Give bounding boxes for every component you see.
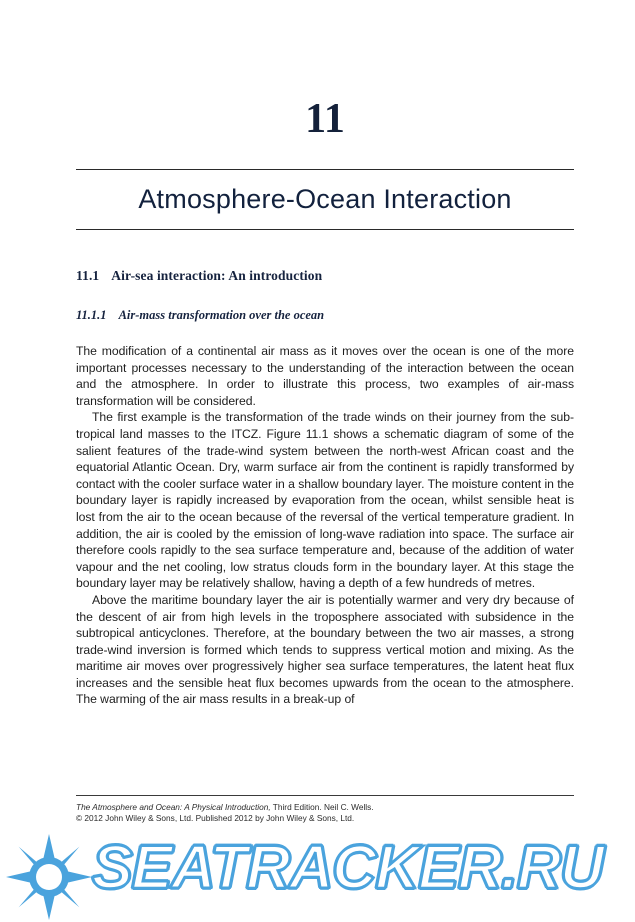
footnote-citation: [76, 802, 574, 813]
subsection-title: Air-mass transformation over the ocean: [118, 308, 325, 322]
subsection-number: 11.1.1: [76, 308, 107, 322]
section-title: Air-sea interaction: An introduction: [111, 268, 323, 283]
subsection-heading: [76, 308, 574, 323]
footnote-book-title: The Atmosphere and Ocean: A Physical Introduction,: [76, 802, 271, 812]
watermark-text: SEATRACKER.RU: [92, 833, 604, 901]
footnote-rule: [76, 795, 574, 796]
chapter-title: Atmosphere-Ocean Interaction: [138, 184, 512, 214]
chapter-number: 11: [305, 96, 345, 142]
paragraph: The first example is the transformation of the trade winds on their journey from the sub-tropical land masses to the ITCZ. Figure 11.1 shows a schematic diagram of some of the salient features of the trade-wind system between the north-west African coast and the equatorial Atlantic Ocean. Dry, warm surface air from the continent is rapidly transformed by contact with the cooler surface water in a shallow boundary layer. The moisture content in the boundary layer is rapidly increased by evaporation from the ocean, whilst sensible heat is lost from the air to the ocean because of the reversal of the vertical temperature gradient. In addition, the air is cooled by the emission of long-wave radiation into space. The surface air therefore cools rapidly to the sea surface temperature and, because of the addition of water vapour and the net cooling, low stratus clouds form in the boundary layer. At this stage the boundary layer may be relatively shallow, having a depth of a few hundreds of metres.: [76, 410, 574, 591]
footnote-copyright: © 2012 John Wiley & Sons, Ltd. Published 2012 by John Wiley & Sons, Ltd.: [76, 813, 355, 823]
sun-icon: [6, 834, 92, 920]
title-rule-bottom: [76, 229, 574, 230]
footnote-block: [76, 795, 574, 824]
paragraph: The modification of a continental air mass as it moves over the ocean is one of the more important processes necessary to the understanding of the interaction between the ocean and the atmosphere. In order to illustrate this process, two examples of air-mass transformation will be considered.: [76, 344, 574, 408]
title-rule-top: [76, 169, 574, 170]
section-number: 11.1: [76, 268, 100, 283]
page-content: [76, 0, 574, 708]
watermark: [0, 826, 635, 922]
footnote-edition: Third Edition. Neil C. Wells.: [270, 802, 374, 812]
paragraph: Above the maritime boundary layer the air is potentially warmer and very dry because of the descent of air from high levels in the troposphere associated with subsidence in the subtropical anticyclones. Therefore, at the boundary between the two air masses, a strong trade-wind inversion is formed which tends to suppress vertical motion and mixing. As the maritime air moves over progressively higher sea surface temperatures, the latent heat flux increases and the sensible heat flux becomes upwards from the ocean to the atmosphere. The warming of the air mass results in a break-up of: [76, 592, 574, 707]
section-heading: [76, 268, 574, 284]
